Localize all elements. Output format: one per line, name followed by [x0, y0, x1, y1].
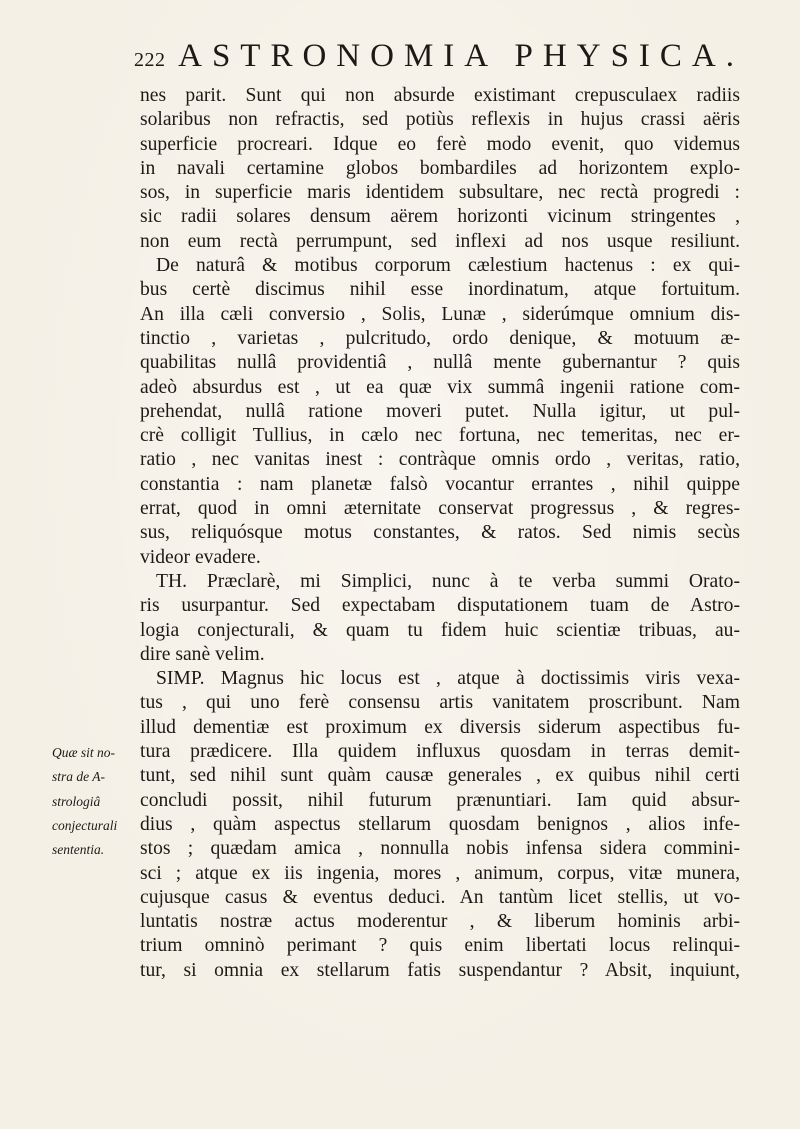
text-line: non eum rectà perrumpunt, sed inflexi ad nos usque resiliunt.: [140, 230, 740, 252]
text-line: sci ; atque ex iis ingenia, mores , animum, corpus, vitæ munera,: [140, 862, 740, 884]
margin-note-line: strologiâ: [52, 793, 101, 809]
text-line: cujusque casus & eventus deduci. An tantùm licet stellis, ut vo-: [140, 886, 740, 908]
running-title: ASTRONOMIA PHYSICA.: [178, 38, 744, 74]
text-line: dius , quàm aspectus stellarum quosdam benignos , alios infe-: [140, 813, 740, 835]
text-line: in navali certamine globos bombardiles ad horizontem explo-: [140, 157, 740, 179]
body-text: [140, 84, 740, 983]
text-line: sos, in superficie maris identidem subsultare, nec rectà progredi :: [140, 182, 740, 204]
text-line: constantia : nam planetæ falsò vocantur errantes , nihil quippe: [140, 473, 740, 495]
margin-note: [52, 741, 142, 862]
text-line: prehendat, nullâ ratione moveri putet. Nulla igitur, ut pul-: [140, 400, 740, 422]
text-line: tunt, sed nihil sunt quàm causæ generales , ex quibus nihil certi: [140, 765, 740, 787]
text-line: bus certè discimus nihil esse inordinatum, atque fortuitum.: [140, 279, 740, 301]
text-line: logia conjecturali, & quam tu fidem huic scientiæ tribuas, au-: [140, 619, 740, 641]
margin-note-line: stra de A-: [52, 769, 105, 785]
text-line: quabilitas nullâ providentiâ , nullâ mente gubernantur ? quis: [140, 352, 740, 374]
text-line: crè colligit Tullius, in cælo nec fortuna, nec temeritas, nec er-: [140, 425, 740, 447]
margin-note-line: sententia.: [52, 842, 105, 858]
text-line: videor evadere.: [140, 546, 261, 568]
margin-note-line: Quæ sit no-: [52, 745, 116, 760]
text-line: dire sanè velim.: [140, 643, 265, 665]
text-line: SIMP. Magnus hic locus est , atque à doctissimis viris vexa-: [156, 668, 740, 690]
text-line: An illa cæli conversio , Solis, Lunæ , siderúmque omnium dis-: [140, 303, 740, 325]
text-line: ratio , nec vanitas inest : contràque omnis ordo , veritas, ratio,: [140, 449, 740, 471]
text-line: sic radii solares densum aërem horizonti vicinum stringentes ,: [140, 206, 740, 228]
text-line: concludi possit, nihil futurum prænuntiari. Iam quid absur-: [140, 789, 740, 811]
text-line: nes parit. Sunt qui non absurde existimant crepusculaex radiis: [140, 85, 740, 106]
text-line: stos ; quædam amica , nonnulla nobis infensa sidera commini-: [140, 838, 740, 860]
text-line: errat, quod in omni æternitate conservat progressus , & regres-: [140, 498, 740, 520]
text-line: solaribus non refractis, sed potiùs reflexis in hujus crassi aëris: [140, 109, 740, 131]
text-line: adeò absurdus est , ut ea quæ vix summâ ingenii ratione com-: [140, 376, 740, 398]
text-line: sus, reliquósque motus constantes, & ratos. Sed nimis secùs: [140, 522, 740, 544]
text-line: illud dementiæ est proximum ex diversis siderum aspectibus fu-: [140, 716, 740, 738]
text-line: tinctio , varietas , pulcritudo, ordo denique, & motuum æ-: [140, 327, 740, 349]
text-line: tura prædicere. Illa quidem influxus quosdam in terras demit-: [140, 741, 740, 763]
text-line: superficie procreari. Idque eo ferè modo evenit, quo videmus: [140, 133, 740, 155]
text-line: ris usurpantur. Sed expectabam disputationem tuam de Astro-: [140, 595, 740, 617]
text-line: trium omninò perimant ? quis enim libertati locus relinqui-: [140, 935, 740, 957]
text-line: tur, si omnia ex stellarum fatis suspendantur ? Absit, inquiunt,: [140, 959, 740, 981]
margin-note-line: conjecturali: [52, 817, 118, 833]
text-line: tus , qui uno ferè consensu artis vanitatem proscribunt. Nam: [140, 692, 740, 714]
text-line: De naturâ & motibus corporum cælestium hactenus : ex qui-: [156, 255, 740, 277]
page-number: 222: [134, 49, 166, 71]
running-head: [134, 38, 744, 78]
text-line: TH. Præclarè, mi Simplici, nunc à te verba summi Orato-: [156, 570, 740, 592]
text-line: luntatis nostræ actus moderentur , & liberum hominis arbi-: [140, 911, 740, 933]
